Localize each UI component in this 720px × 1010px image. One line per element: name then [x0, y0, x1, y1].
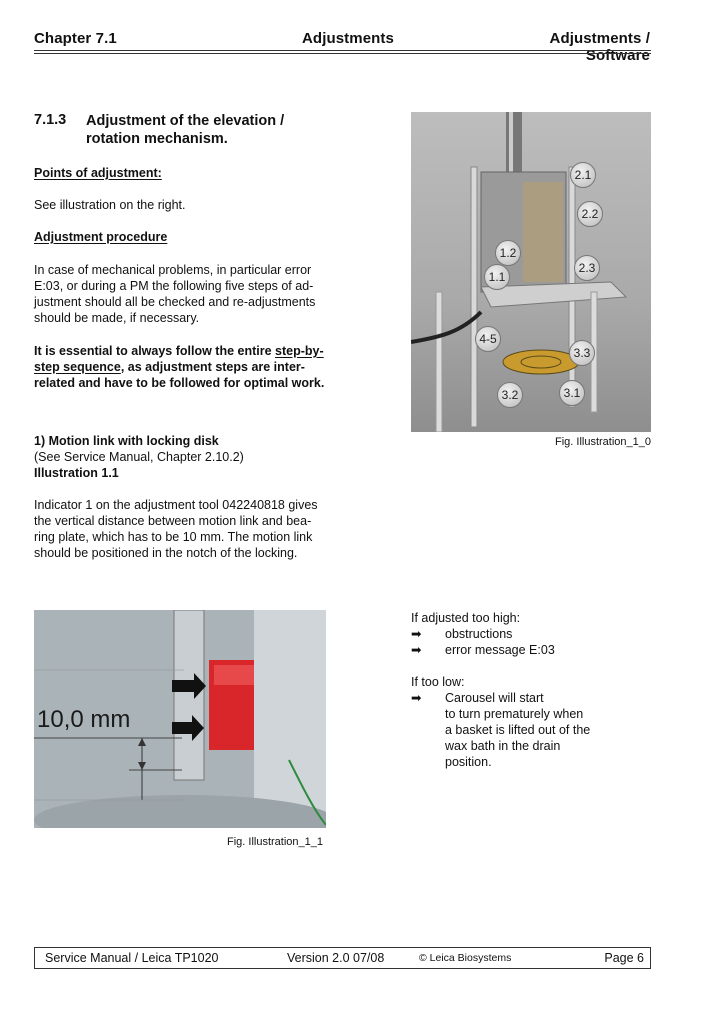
- fig0-label: 4-5: [475, 326, 501, 352]
- section-number: 7.1.3: [34, 112, 67, 128]
- footer-version: Version 2.0 07/08: [287, 951, 385, 965]
- procedure-heading: Adjustment procedure: [34, 230, 168, 244]
- procedure-line: should be made, if necessary.: [34, 311, 200, 325]
- fig0-label: 3.3: [569, 340, 595, 366]
- arrow-icon: ➡: [411, 643, 422, 657]
- header-topic: Adjustments / Software: [549, 30, 650, 64]
- step1-ref: (See Service Manual, Chapter 2.10.2): [34, 450, 244, 464]
- essential-underlined: step sequence: [34, 360, 121, 374]
- fig1-caption: Fig. Illustration_1_1: [227, 836, 323, 848]
- section-title-line2: rotation mechanism.: [86, 131, 228, 147]
- too-high-item-text: error message E:03: [445, 643, 555, 657]
- illustration-1-1-photo: [34, 610, 326, 828]
- fig0-label: 1.2: [495, 240, 521, 266]
- header-chapter: Chapter 7.1: [34, 30, 117, 47]
- step1-line: ring plate, which has to be 10 mm. The motion link: [34, 530, 313, 544]
- procedure-line: In case of mechanical problems, in particular error: [34, 263, 312, 277]
- too-low-line: Carousel will start: [445, 691, 544, 705]
- too-high-label: If adjusted too high:: [411, 611, 521, 625]
- too-low-line: wax bath in the drain: [445, 739, 561, 753]
- mechanism-drawing: [411, 112, 651, 432]
- points-heading: Points of adjustment:: [34, 166, 162, 180]
- step1-block: [34, 433, 354, 481]
- measure-label: 10,0 mm: [37, 706, 131, 733]
- fig0-label: 1.1: [484, 264, 510, 290]
- too-low-text: [445, 690, 590, 770]
- fig0-label: 2.2: [577, 201, 603, 227]
- fig0-label: 3.2: [497, 382, 523, 408]
- points-text: See illustration on the right.: [34, 198, 186, 212]
- footer-page: Page 6: [604, 951, 644, 965]
- fig0-caption: Fig. Illustration_1_0: [555, 436, 651, 448]
- header-rule-2: [34, 53, 651, 54]
- illustration-1-0-photo: [411, 112, 651, 432]
- too-low-line: a basket is lifted out of the: [445, 723, 591, 737]
- too-low-label: If too low:: [411, 675, 465, 689]
- procedure-line: justment should all be checked and re-adjustments: [34, 295, 316, 309]
- step1-text: [34, 497, 354, 561]
- procedure-text: [34, 262, 334, 326]
- footer-manual: Service Manual / Leica TP1020: [45, 951, 219, 965]
- essential-underlined: step-by-: [275, 344, 324, 358]
- step1-line: should be positioned in the notch of the locking.: [34, 546, 298, 560]
- step1-line: Indicator 1 on the adjustment tool 042240818 gives: [34, 498, 318, 512]
- too-high-item: [411, 642, 555, 658]
- footer-copyright: © Leica Biosystems: [419, 952, 512, 964]
- essential-text: , as adjustment steps are inter-: [120, 360, 305, 374]
- arrow-icon: ➡: [411, 691, 422, 705]
- too-low-line: to turn prematurely when: [445, 707, 584, 721]
- footer: [34, 947, 651, 969]
- fig0-label: 3.1: [559, 380, 585, 406]
- fig0-label: 2.3: [574, 255, 600, 281]
- too-low-line: position.: [445, 755, 492, 769]
- essential-note: [34, 343, 334, 391]
- step1-line: the vertical distance between motion link and bea-: [34, 514, 312, 528]
- header-section: Adjustments: [302, 30, 394, 47]
- too-low-item: [411, 690, 590, 770]
- section-title-line1: Adjustment of the elevation /: [86, 113, 285, 129]
- too-high-item: [411, 626, 512, 642]
- fig0-label: 2.1: [570, 162, 596, 188]
- step1-illus: Illustration 1.1: [34, 466, 119, 480]
- section-title: [86, 112, 284, 148]
- arrow-icon: ➡: [411, 627, 422, 641]
- too-high-item-text: obstructions: [445, 627, 513, 641]
- step1-title: 1) Motion link with locking disk: [34, 434, 219, 448]
- header-rule: [34, 50, 651, 51]
- procedure-line: E:03, or during a PM the following five steps of ad-: [34, 279, 314, 293]
- essential-text: It is essential to always follow the entire: [34, 344, 276, 358]
- essential-text: related and have to be followed for optimal work.: [34, 376, 325, 390]
